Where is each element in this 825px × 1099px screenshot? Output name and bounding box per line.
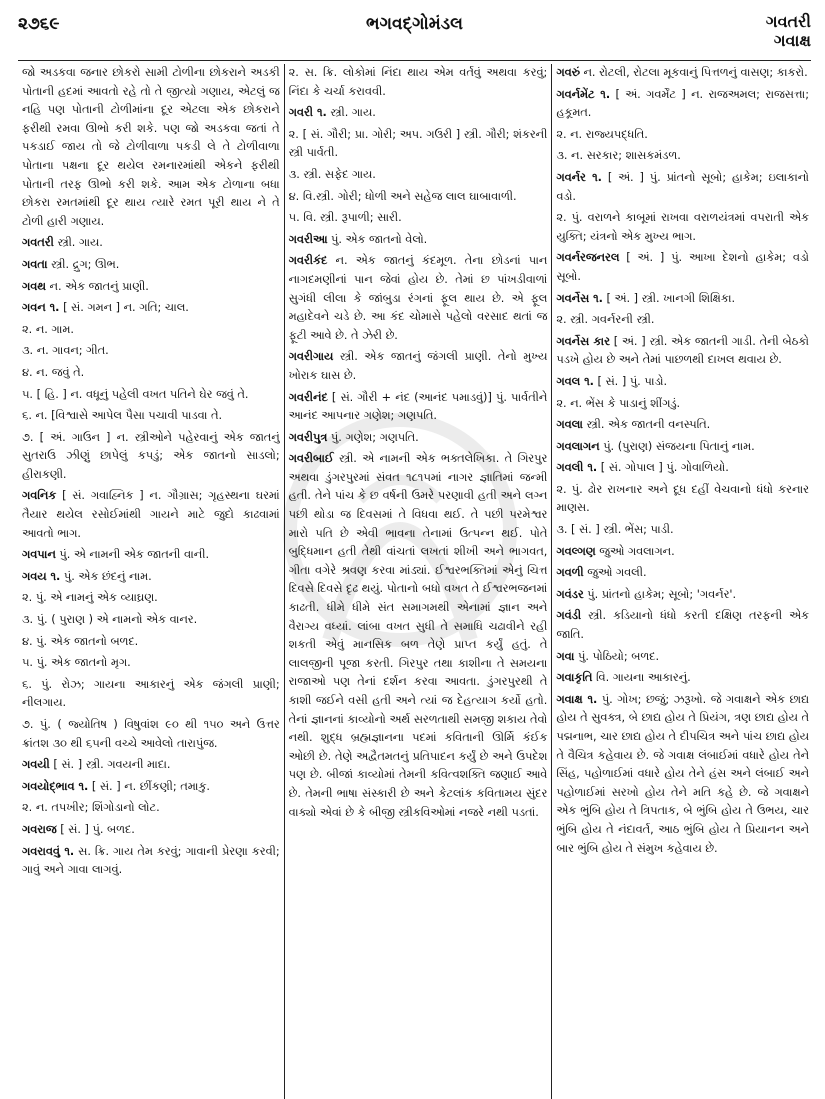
entry-headword: ગવર્નેસ ૧. <box>556 291 603 305</box>
entry-definition: [ સં. ગૌરી + નંદ (આનંદ પમાડવું)] પું. પાર્વતીને આનંદ આપનાર ગણેશ; ગણપતિ. <box>288 390 548 423</box>
dictionary-entry <box>22 756 280 775</box>
entry-headword: ગવયોદ્ભાવ ૧. <box>22 779 89 793</box>
entry-headword: ગવતરી <box>22 236 54 250</box>
entry-definition: ૨. પું. વરાળને કાબૂમાં રાખવા વરાળયંત્રમાં વપરાતી એક યુક્તિ; યંત્રનો એક મુખ્ય ભાગ. <box>556 211 809 243</box>
dictionary-entry <box>22 321 280 340</box>
dictionary-entry <box>22 407 280 426</box>
entry-definition: [ સં. ગમન ] ન. ગતિ; ચાલ. <box>63 301 189 315</box>
entry-definition: પું. ગણેશ; ગણપતિ. <box>330 430 419 444</box>
entry-definition: વિ. ગાયના આકારનું. <box>596 671 691 685</box>
entry-definition: [ અં. ] પું. આખા દેશનો હાકેમ; વડો સૂબો. <box>556 251 809 283</box>
entry-definition: ૨. ન. તપખીર; શિંગોડાનો લોટ. <box>22 801 160 815</box>
dictionary-entry <box>22 716 280 753</box>
columns <box>18 64 813 1099</box>
dictionary-entry <box>556 147 809 166</box>
dictionary-entry <box>22 633 280 652</box>
entry-headword: ગવર્નેસ કાર <box>556 334 610 348</box>
entry-definition: ન. એક જાતનું કંદમૂળ. તેના છોડનાં પાન નાગદમણીનાં પાન જેવાં હોય છે. તેમાં છ પાંખડીવાળાં સુગંધી લીલા કે જાંબુડા રંગનાં ફૂલ થાય છે. એ ફૂલ મહાદેવને ચડે છે. આ કંદ ચોમાસે પહેલો વરસાદ થતાં જ ફૂટી આવે છે. તે ઝેરી છે. <box>288 254 548 342</box>
dictionary-entry <box>22 487 280 543</box>
entry-definition: ૩. [ સં. ] સ્ત્રી. ભેંસ; પાડી. <box>556 523 674 537</box>
header-rule <box>18 60 811 61</box>
entry-headword: ગવથ <box>22 279 46 293</box>
dictionary-entry <box>556 249 809 286</box>
entry-definition: જુઓ ગવલી. <box>587 566 647 580</box>
entry-definition: [ સં. ] પું. બળદ. <box>60 822 135 836</box>
entry-definition: પું. એક છંદનું નામ. <box>63 569 152 583</box>
entry-definition: ન. એક જાતનું પ્રાણી. <box>49 279 149 293</box>
page-header <box>18 8 811 52</box>
entry-headword: ગવંડી <box>556 609 582 623</box>
entry-headword: ગવરું <box>556 66 580 79</box>
entry-definition: ૨. સ. ક્રિ. લોકોમાં નિંદા થાય એમ વર્તવું અથવા કરવું; નિંદા કે ચર્ચા કરાવવી. <box>288 66 548 98</box>
dictionary-entry <box>22 799 280 818</box>
page-number: ૨૭૬૯ <box>18 14 60 34</box>
entry-definition: [ સં. ગવાહ્નિક ] ન. ગૌગ્રાસ; ગૃહસ્થના ઘરમાં તૈયાર થયેલ રસોઈમાંથી ગાયને માટે જુદો કાઢવામાં આવતો ભાગ. <box>22 489 280 540</box>
entry-definition: સ્ત્રી. દ્રુગ; ઊભ. <box>51 257 120 271</box>
dictionary-entry <box>289 64 548 101</box>
entry-definition: ૭. પું. ( જ્યોતિષ ) વિષુવાંશ ૯૦ થી ૧૫૦ અને ઉત્તર ક્રાંતશ ૩૦ થી ૬૫ની વચ્ચે આવેલો તારાપુંજ. <box>22 718 280 750</box>
dictionary-entry <box>556 481 809 518</box>
entry-headword: ગવર્નરજનરલ <box>556 251 620 265</box>
entry-headword: ગવપાન <box>22 548 56 562</box>
entry-headword: ગવાક્ષ ૧. <box>556 692 598 706</box>
entry-headword: ગવર્નર ૧. <box>556 170 602 184</box>
dictionary-entry <box>556 169 809 206</box>
dictionary-entry <box>289 348 548 385</box>
entry-headword: ગવરીપુત્ર <box>288 430 328 444</box>
entry-definition: જો અડકવા જનાર છોકરો સામી ટોળીના છોકરાને અડકી પોતાની હદમાં આવતો રહે તો તે જીત્યો ગણાય, એટલું જ નહિ પણ પોતાની ટોળીમાંના દૂર એટલા એક છોકરાને ફરીથી રમવા ઊભો કરી શકે. પણ જો અડકવા જતાં તે પકડાઈ જાય તો જે ટોળીવાળા પકડી લે તે ટોળીવાળા પોતાના પક્ષના દૂર થયેલ રમનારમાંથી એકને ફરીથી પોતાની તરફ ઊભો કરી શકે. આમ એક ટોળાના બધા છોકરા રમતમાંથી દૂર થાય ત્યારે રમત પૂરી થાય ને તે ટોળી હારી ગણાય. <box>22 66 280 228</box>
entry-definition: સ્ત્રી. ગાય. <box>330 106 376 120</box>
dictionary-entry <box>556 416 809 435</box>
dictionary-entry <box>556 543 809 562</box>
entry-definition: [ અં. ] પું. પ્રાંતનો સૂબો; હાકેમ; ઇલાકાનો વડો. <box>556 170 809 203</box>
entry-headword: ગવરીગાય <box>288 350 334 364</box>
dictionary-entry <box>556 586 809 605</box>
entry-definition: ૨. સ્ત્રી. ગવર્નરની સ્ત્રી. <box>556 313 655 327</box>
entry-definition: ૬. પું. રોઝ; ગાયના આકારનું એક જંગલી પ્રાણી; નીલગાય. <box>22 677 280 710</box>
dictionary-entry <box>289 231 548 250</box>
entry-definition: ૨. ન. ગામ. <box>22 322 74 336</box>
entry-definition: પું. એ નામની એક જાતની વાની. <box>59 548 210 562</box>
dictionary-entry <box>22 342 280 361</box>
entry-definition: સ્ત્રી. કડિયાનો ધંધો કરતી દક્ષિણ તરફની એક જાતિ. <box>556 609 810 642</box>
dictionary-entry <box>289 429 548 448</box>
entry-headword: ગવા <box>556 649 575 663</box>
entry-headword: ગવરી ૧. <box>288 106 327 120</box>
entry-definition: ૫. પું. એક જાતનો મૃગ. <box>22 656 131 670</box>
entry-definition: સ્ત્રી. એક જાતનું જંગલી પ્રાણી. તેનો મુખ્ય ખોરાક ઘાસ છે. <box>288 350 548 382</box>
dictionary-entry <box>22 386 280 405</box>
entry-definition: ૨. પું. એ નામનું એક વ્યાઘ્રણ. <box>22 591 158 605</box>
entry-definition: [ સં. ગોપાલ ] પું. ગોવાળિયો. <box>600 461 729 475</box>
dictionary-entry <box>289 104 548 123</box>
entry-headword: ગવલ ૧. <box>556 374 594 388</box>
entry-definition: સ્ત્રી. ગાય. <box>57 236 103 250</box>
entry-headword: ગવયી <box>22 758 50 772</box>
guide-word-first: ગવતરી <box>765 12 811 31</box>
dictionary-entry <box>22 299 280 318</box>
entry-headword: ગવરીકંદ <box>288 254 328 268</box>
entry-definition: પું. (પુરાણ) સંજયના પિતાનું નામ. <box>603 439 755 453</box>
dictionary-entry <box>22 778 280 797</box>
dictionary-entry <box>556 373 809 392</box>
dictionary-entry <box>22 546 280 565</box>
entry-headword: ગવળી <box>556 566 584 580</box>
entry-definition: ૩. પું. ( પુરાણ ) એ નામનો એક વાનર. <box>22 613 198 627</box>
entry-headword: ગવંડર <box>556 587 584 601</box>
entry-definition: ૨. ન. ભેંસ કે પાડાનું શીંગડું. <box>556 396 681 410</box>
dictionary-entry <box>22 843 280 880</box>
dictionary-entry <box>289 166 548 185</box>
dictionary-entry <box>556 648 809 667</box>
dictionary-entry <box>556 459 809 478</box>
entry-headword: ગવરીનંદ <box>288 390 328 404</box>
entry-headword: ગવતા <box>22 257 48 271</box>
dictionary-entry <box>556 311 809 330</box>
entry-definition: ૪. ન. જવું તે. <box>22 365 85 379</box>
dictionary-entry <box>556 438 809 457</box>
dictionary-entry <box>289 450 548 822</box>
entry-definition: ૨. પું. ઢોર રાખનાર અને દૂધ દહીં વેચવાનો ધંધો કરનાર માણસ. <box>556 482 809 515</box>
dictionary-entry <box>289 252 548 345</box>
entry-headword: ગવરીબાઈ <box>288 452 334 466</box>
entry-definition: [ અં. ] સ્ત્રી. ખાનગી શિક્ષિકા. <box>606 291 736 305</box>
entry-headword: ગવનિક <box>22 489 57 503</box>
entry-definition: સ્ત્રી. એ નામની એક ભક્તલેખિકા. તે ગિરપુર અથવા ડુંગરપુરમાં સંવત ૧૮૧૫માં નાગર જ્ઞાતિમાં જન્મી હતી. તેને પાંચ કે છ વર્ષની ઉમરે પરણાવી હતી અને લગ્ન પછી થોડા જ દિવસમાં તે વિધવા થઈ. તે પછી પરમેશ્વર મારો પતિ છે એવી ભાવના તેનામાં ઉત્પન્ન થઈ. પોતે બુદ્ધિમાન હતી તેથી વાંચતાં લખતાં શીખી અને ભાગવત, ગીતા વગેરે શ્રવણ કરવા માંડ્યાં. ઈશ્વરભક્તિમાં એનું ચિત્ત દિવસે દિવસે દૃઢ થયું. પોતાનો બધો વખત તે ઈશ્વરભજનમાં કાઢતી. ધીમે ધીમે સંત સમાગમથી એનામાં જ્ઞાન અને વૈરાગ્ય વધ્યાં. લાંબા વખત સુધી તે સમાધિ ચઢાવીને રહી શકતી એવું માનસિક બળ તેણે પ્રાપ્ત કર્યું હતું. તે લાલજીની પૂજા કરતી. ગિરપુર તથા કાશીના તે સમયના રાજાઓ પણ તેનાં દર્શન કરવા આવતા. ડુંગરપુરથી તે કાશી જઈને વસી હતી અને ત્યાં જ દેહત્યાગ કર્યો હતો. તેનાં જ્ઞાનનાં કાવ્યોનો અર્થ સરળતાથી સમજી શકાય તેવો નથી. શુદ્ધ બ્રહ્મજ્ઞાનના પદમાં કવિતાની ઊર્મિ કંઈક ઓછી છે. તેણે અદ્વૈતમતનું પ્રતિપાદન કર્યું છે અને ઉપદેશ પણ છે. બીજાં કાવ્યોમાં તેમની કવિત્વશક્તિ જણાઈ આવે છે. તેમની ભાષા સંસ્કારી છે અને કેટલાંક કવિતામય સુંદર વાક્યો એવાં છે કે બીજી સ્ત્રીકવિઓમાં નજરે નથી પડતાં. <box>288 452 548 819</box>
book-title: ભગવદ્ગોમંડલ <box>366 14 463 34</box>
dictionary-entry <box>22 676 280 713</box>
entry-definition: ૩. સ્ત્રી. સફેદ ગાય. <box>288 167 376 181</box>
dictionary-entry <box>556 691 809 858</box>
dictionary-entry <box>22 256 280 275</box>
dictionary-entry <box>556 126 809 145</box>
entry-definition: ૩. ન. ગાવન; ગીત. <box>22 344 109 358</box>
entry-definition: ૪. વિ.સ્ત્રી. ગોરી; ધોળી અને સહેજ લાલ ઘાબાવાળી. <box>288 189 517 203</box>
entry-headword: ગવરીઆ <box>288 232 328 246</box>
entry-headword: ગવલા <box>556 418 583 432</box>
dictionary-entry <box>556 669 809 688</box>
dictionary-entry <box>556 290 809 309</box>
dictionary-entry <box>22 234 280 253</box>
entry-definition: પું. પ્રાંતનો હાકેમ; સૂબો; 'ગવર્નર'. <box>587 587 737 601</box>
dictionary-entry <box>289 209 548 228</box>
dictionary-entry <box>289 188 548 207</box>
entry-definition: [ અં. ગવર્મેંટ ] ન. રાજઅમલ; રાજસત્તા; હકૂમત. <box>556 87 810 120</box>
column-1 <box>18 64 284 1099</box>
entry-definition: સ. ક્રિ. ગાય તેમ કરવું; ગાવાની પ્રેરણા કરવી; ગાવું અને ગાવા લાગવું. <box>22 844 280 877</box>
dictionary-entry <box>556 209 809 246</box>
dictionary-entry <box>22 429 280 485</box>
entry-definition: પું. એક જાતનો વેલો. <box>331 232 428 246</box>
dictionary-entry <box>22 611 280 630</box>
entry-headword: ગવર્નમેંટ ૧. <box>556 87 611 101</box>
column-2 <box>284 64 552 1099</box>
entry-headword: ગવલી ૧. <box>556 461 598 475</box>
dictionary-entry <box>22 278 280 297</box>
dictionary-entry <box>22 64 280 231</box>
dictionary-entry <box>556 86 809 123</box>
entry-headword: ગવલાગન <box>556 439 600 453</box>
dictionary-entry <box>556 607 809 644</box>
entry-headword: ગવાકૃતિ <box>556 671 593 685</box>
entry-definition: ૫. [ હિ. ] ન. વધૂનું પહેલી વખત પતિને ઘેર જવું તે. <box>22 387 249 401</box>
entry-definition: [ સં. ] ન. છીંકણી; તમાકુ. <box>91 779 211 793</box>
entry-definition: ૩. ન. સરકાર; શાસકમંડળ. <box>556 149 681 163</box>
entry-definition: પું. પોઠિયો; બળદ. <box>577 649 660 663</box>
entry-definition: પું. ગોખ; છજું; ઝરૂખો. જે ગવાક્ષને એક છાદ્ય હોય તે સુવક્ત્ર, બે છાદ્ય હોય તે પ્રિયંગ, ત્રણ છાદ્ય હોય તે પદ્મનાભ, ચાર છાદ્ય હોય તે દીપચિત્ર અને પાંચ છાદ્ય હોય તે વૈચિત્ર કહેવાય છે. જે ગવાક્ષ લંબાઈમાં વધારે હોય તેને સિંહ, પહોળાઈમાં વધારે હોય તેને હંસ અને લંબાઈ અને પહોળાઈમાં સરખો હોય તેને મતિ કહે છે. જે ગવાક્ષને એક ભુંબિ હોય તે ત્રિપતાક, બે ભુંબિ હોય તે ઉભય, ચાર ભુંબિ હોય તે નંદાવર્ત, આઠ ભુંબિ હોય તે પ્રિયાનન અને બાર ભુંબિ હોય તે સંમુખ કહેવાય છે. <box>556 692 810 855</box>
entry-definition: ૬. ન. [વિશ્વાસે આપેલ પૈસા પચાવી પાડવા તે. <box>22 409 223 423</box>
entry-definition: ૨. [ સં. ગૌરી; પ્રા. ગોરી; અપ. ગઉરી ] સ્ત્રી. ગૌરી; શંકરની સ્ત્રી પાર્વતી. <box>288 127 548 160</box>
entry-definition: સ્ત્રી. એક જાતની વનસ્પતિ. <box>586 418 711 432</box>
entry-definition: [ સં. ] સ્ત્રી. ગવયની માદા. <box>53 758 171 772</box>
entry-definition: [ સં. ] પું. પાડો. <box>597 374 668 388</box>
entry-headword: ગવન ૧. <box>22 301 60 315</box>
dictionary-entry <box>22 654 280 673</box>
entry-definition: ન. રોટલી, રોટલા મૂકવાનું પિત્તળનું વાસણ; કાકરો. <box>583 66 808 79</box>
guide-word-last: ગવાક્ષ <box>773 31 811 50</box>
dictionary-entry <box>289 389 548 426</box>
entry-headword: ગવય ૧. <box>22 569 61 583</box>
column-3 <box>551 64 813 1099</box>
dictionary-entry <box>556 64 809 83</box>
dictionary-entry <box>556 395 809 414</box>
dictionary-entry <box>289 126 548 163</box>
entry-definition: ૭. [ અં. ગાઉન ] ન. સ્ત્રીઓને પહેરવાનું એક જાતનું સુતરાઉ ઝીણું છાપેલું કપડું; એક જાતનો સાડલો; હીરાકણી. <box>22 430 280 481</box>
dictionary-entry <box>22 364 280 383</box>
entry-definition: ૨. ન. રાજ્યપદ્ધતિ. <box>556 127 648 141</box>
guide-words <box>766 12 811 50</box>
entry-headword: ગવલ્ગણ <box>556 544 596 558</box>
dictionary-entry <box>22 568 280 587</box>
dictionary-entry <box>556 333 809 370</box>
entry-headword: ગવરાજ <box>22 822 57 836</box>
entry-definition: જુઓ ગવલાગન. <box>599 544 675 558</box>
dictionary-entry <box>22 821 280 840</box>
dictionary-entry <box>556 521 809 540</box>
entry-headword: ગવરાવવું ૧. <box>22 844 75 858</box>
dictionary-entry <box>22 589 280 608</box>
entry-definition: [ અં. ] સ્ત્રી. એક જાતની ગાડી. તેની બેઠકો પડખે હોય છે અને તેમાં પાછળથી દાખલ થવાય છે. <box>556 334 809 367</box>
entry-definition: ૫. વિ. સ્ત્રી. રૂપાળી; સારી. <box>288 211 402 225</box>
dictionary-entry <box>556 564 809 583</box>
entry-definition: ૪. પું. એક જાતનો બળદ. <box>22 634 139 648</box>
